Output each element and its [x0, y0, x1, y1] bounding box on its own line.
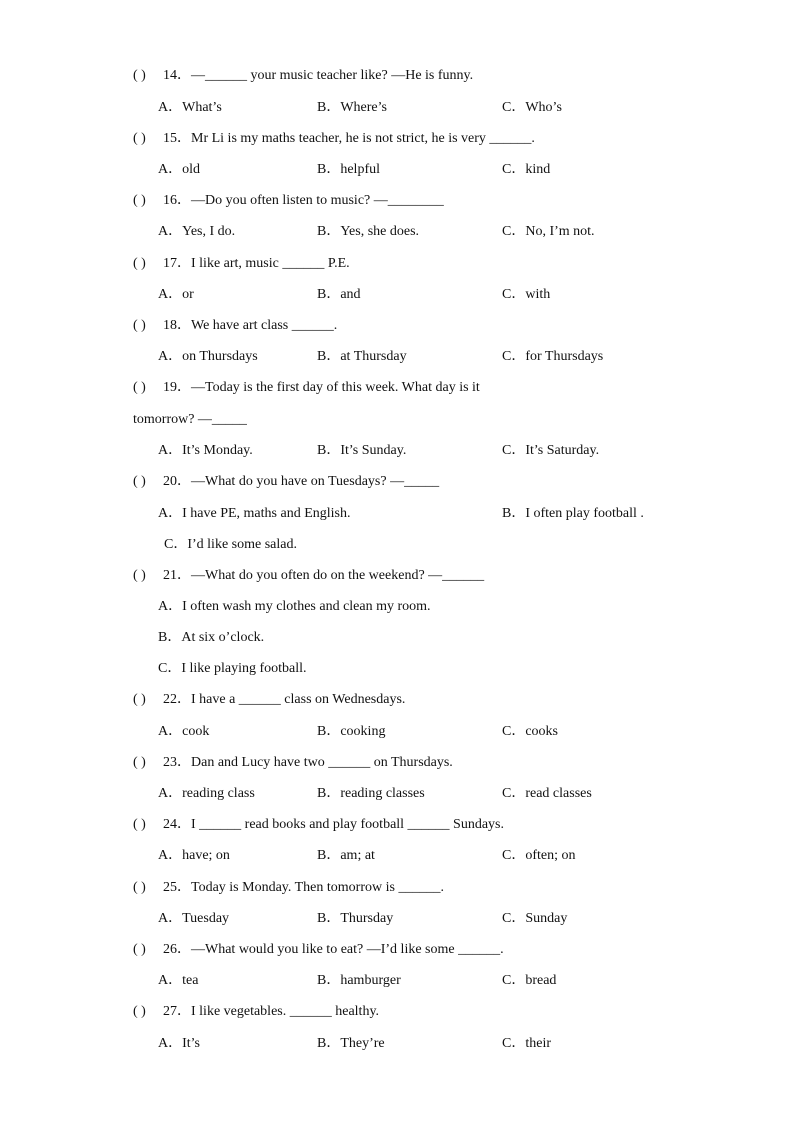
options-26 — [0, 972, 794, 990]
option-b[interactable]: B．hamburger — [317, 973, 401, 988]
answer-blank[interactable]: ( ) — [133, 318, 146, 333]
answer-blank[interactable]: ( ) — [133, 942, 146, 957]
option-b[interactable]: B．At six o’clock. — [158, 630, 265, 645]
question-17 — [133, 255, 350, 273]
answer-blank[interactable]: ( ) — [133, 568, 146, 583]
option-a[interactable]: A．I often wash my clothes and clean my room. — [158, 599, 431, 614]
option-c[interactable]: C．kind — [502, 162, 551, 177]
option-c[interactable]: C．cooks — [502, 724, 558, 739]
option-b[interactable]: B．cooking — [317, 724, 386, 739]
option-a[interactable]: A．tea — [158, 973, 199, 988]
answer-blank[interactable]: ( ) — [133, 193, 146, 208]
options-19 — [0, 442, 794, 460]
option-b[interactable]: B．It’s Sunday. — [317, 443, 407, 458]
option-a[interactable]: A．I have PE, maths and English. — [158, 506, 351, 521]
question-15 — [133, 130, 535, 148]
option-c[interactable]: C．No, I’m not. — [502, 224, 595, 239]
option-b[interactable]: B．Thursday — [317, 911, 394, 926]
question-stem: 16．—Do you often listen to music? —________ — [163, 193, 444, 208]
options-22 — [0, 723, 794, 741]
question-stem: 22．I have a ______ class on Wednesdays. — [163, 692, 406, 707]
option-c[interactable]: C．their — [502, 1036, 551, 1051]
answer-blank[interactable]: ( ) — [133, 755, 146, 770]
options-27 — [0, 1035, 794, 1053]
answer-blank[interactable]: ( ) — [133, 880, 146, 895]
option-b[interactable]: B．I often play football . — [502, 506, 644, 521]
option-c[interactable]: C．I like playing football. — [158, 661, 307, 676]
option-c[interactable]: C．Who’s — [502, 100, 562, 115]
answer-blank[interactable]: ( ) — [133, 474, 146, 489]
question-16 — [133, 192, 444, 210]
question-19-continuation: tomorrow? —_____ — [133, 412, 247, 427]
question-19 — [133, 379, 480, 397]
option-c[interactable]: C．It’s Saturday. — [502, 443, 600, 458]
question-20 — [133, 473, 439, 491]
option-c[interactable]: C．for Thursdays — [502, 349, 604, 364]
option-b[interactable]: B．Yes, she does. — [317, 224, 420, 239]
question-stem: 14．—______ your music teacher like? —He is funny. — [163, 68, 474, 83]
option-a[interactable]: A．What’s — [158, 100, 222, 115]
question-stem: 21．—What do you often do on the weekend? —______ — [163, 568, 485, 583]
option-a[interactable]: A．reading class — [158, 786, 255, 801]
options-18 — [0, 348, 794, 366]
option-b[interactable]: B．They’re — [317, 1036, 385, 1051]
option-c[interactable]: C．with — [502, 287, 551, 302]
options-16 — [0, 223, 794, 241]
question-stem: 19．—Today is the first day of this week. What day is it — [163, 380, 480, 395]
options-21-a — [0, 598, 794, 616]
option-a[interactable]: A．cook — [158, 724, 210, 739]
option-a[interactable]: A．or — [158, 287, 194, 302]
question-24 — [133, 816, 504, 834]
option-c[interactable]: C．Sunday — [502, 911, 568, 926]
option-a[interactable]: A．It’s — [158, 1036, 200, 1051]
options-25 — [0, 910, 794, 928]
question-stem: 15．Mr Li is my maths teacher, he is not strict, he is very ______. — [163, 131, 535, 146]
option-a[interactable]: A．old — [158, 162, 200, 177]
option-c[interactable]: C．I’d like some salad. — [164, 537, 297, 552]
question-stem: 20．—What do you have on Tuesdays? —_____ — [163, 474, 440, 489]
options-21-c — [0, 660, 794, 678]
answer-blank[interactable]: ( ) — [133, 68, 146, 83]
answer-blank[interactable]: ( ) — [133, 1004, 146, 1019]
option-a[interactable]: A．Tuesday — [158, 911, 230, 926]
question-stem: 25．Today is Monday. Then tomorrow is ______. — [163, 880, 444, 895]
question-stem: 24．I ______ read books and play football ______ Sundays. — [163, 817, 505, 832]
question-stem: 23．Dan and Lucy have two ______ on Thursdays. — [163, 755, 453, 770]
option-a[interactable]: A．It’s Monday. — [158, 443, 253, 458]
option-b[interactable]: B．am; at — [317, 848, 375, 863]
option-c[interactable]: C．often; on — [502, 848, 576, 863]
question-stem: 17．I like art, music ______ P.E. — [163, 256, 350, 271]
options-20 — [0, 505, 794, 523]
option-b[interactable]: B．Where’s — [317, 100, 387, 115]
option-a[interactable]: A．Yes, I do. — [158, 224, 236, 239]
option-c[interactable]: C．read classes — [502, 786, 592, 801]
option-b[interactable]: B．and — [317, 287, 361, 302]
options-17 — [0, 286, 794, 304]
option-a[interactable]: A．on Thursdays — [158, 349, 258, 364]
question-23 — [133, 754, 453, 772]
options-23 — [0, 785, 794, 803]
question-27 — [133, 1003, 379, 1021]
question-25 — [133, 879, 444, 897]
option-b[interactable]: B．at Thursday — [317, 349, 407, 364]
answer-blank[interactable]: ( ) — [133, 256, 146, 271]
answer-blank[interactable]: ( ) — [133, 131, 146, 146]
question-18 — [133, 317, 337, 335]
option-a[interactable]: A．have; on — [158, 848, 230, 863]
answer-blank[interactable]: ( ) — [133, 817, 146, 832]
question-stem: 27．I like vegetables. ______ healthy. — [163, 1004, 380, 1019]
option-b[interactable]: B．reading classes — [317, 786, 425, 801]
options-20-row2 — [0, 536, 794, 554]
answer-blank[interactable]: ( ) — [133, 692, 146, 707]
option-c[interactable]: C．bread — [502, 973, 557, 988]
options-24 — [0, 847, 794, 865]
question-22 — [133, 691, 405, 709]
answer-blank[interactable]: ( ) — [133, 380, 146, 395]
question-stem: 26．—What would you like to eat? —I’d like some ______. — [163, 942, 504, 957]
question-21 — [133, 567, 484, 585]
question-26 — [133, 941, 504, 959]
options-15 — [0, 161, 794, 179]
options-21-b — [0, 629, 794, 647]
question-stem: 18．We have art class ______. — [163, 318, 338, 333]
question-14 — [133, 67, 473, 85]
option-b[interactable]: B．helpful — [317, 162, 380, 177]
options-14 — [0, 99, 794, 117]
